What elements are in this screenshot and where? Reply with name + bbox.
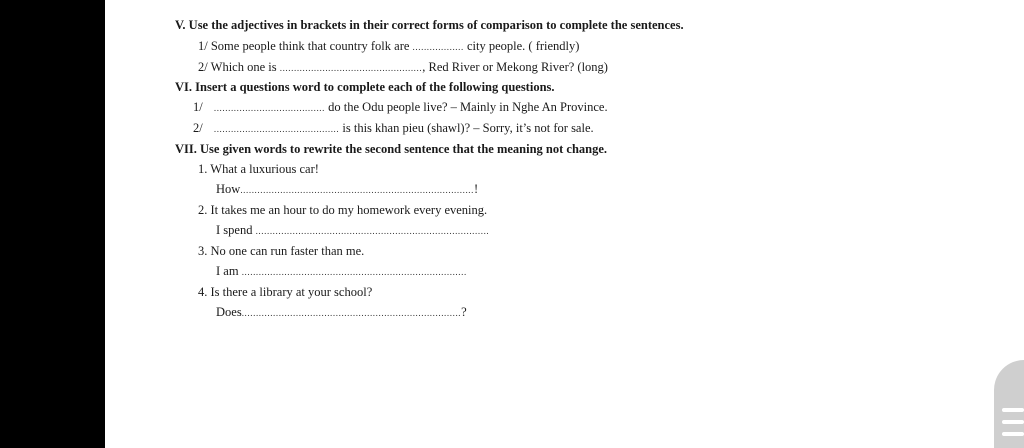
answer-blank[interactable]: .............................................................................: [241, 308, 462, 318]
answer-blank[interactable]: ..................................................: [279, 63, 423, 73]
answer-starter: I spend: [216, 223, 253, 237]
answer-blank[interactable]: ............................................: [213, 124, 340, 134]
item-number: 4.: [198, 285, 208, 299]
menu-bar-icon: [1002, 432, 1024, 436]
answer-blank[interactable]: ..................: [412, 42, 464, 52]
section-6-question-1: [193, 99, 608, 116]
item-sentence: What a luxurious car!: [210, 162, 319, 176]
rewrite-item-4-prompt: [198, 284, 372, 300]
rewrite-item-2-prompt: [198, 202, 487, 218]
section-7-heading: VII. Use given words to rewrite the second sentence that the meaning not change.: [175, 142, 608, 156]
side-panel-tab[interactable]: [994, 360, 1024, 448]
question-text-after: is this khan pieu (shawl)? – Sorry, it’s not for sale.: [342, 121, 594, 135]
section-5-question-2: [198, 59, 608, 76]
question-text-before: Which one is: [210, 60, 277, 74]
document-page: [105, 0, 1024, 448]
answer-starter: I am: [216, 264, 239, 278]
question-text-after: , Red River or Mekong River? (long): [422, 60, 608, 74]
question-number: 2/: [193, 121, 203, 135]
item-sentence: Is there a library at your school?: [210, 285, 373, 299]
answer-end: ?: [461, 305, 467, 319]
rewrite-item-4-answer: [216, 304, 467, 321]
item-number: 1.: [198, 162, 208, 176]
item-sentence: It takes me an hour to do my homework every evening.: [210, 203, 488, 217]
section-6-heading: VI. Insert a questions word to complete each of the following questions.: [175, 80, 555, 94]
menu-bar-icon: [1002, 408, 1024, 412]
section-5-question-1: [198, 38, 579, 55]
section-5-heading: V. Use the adjectives in brackets in their correct forms of comparison to complete the sentences.: [175, 18, 684, 32]
answer-starter: How: [216, 182, 241, 196]
question-number: 1/: [198, 39, 208, 53]
rewrite-item-1-prompt: [198, 161, 319, 177]
section-6-question-2: [193, 120, 594, 137]
item-number: 2.: [198, 203, 208, 217]
answer-starter: Does: [216, 305, 242, 319]
rewrite-item-2-answer: [216, 222, 489, 239]
rewrite-item-3-answer: [216, 263, 467, 280]
menu-bar-icon: [1002, 420, 1024, 424]
item-number: 3.: [198, 244, 208, 258]
question-number: 2/: [198, 60, 208, 74]
question-number: 1/: [193, 100, 203, 114]
rewrite-item-1-answer: [216, 181, 478, 198]
question-text-after: do the Odu people live? – Mainly in Nghe An Province.: [328, 100, 608, 114]
answer-end: !: [474, 182, 479, 196]
answer-blank[interactable]: ...............................................................................: [241, 267, 467, 277]
question-text-before: Some people think that country folk are: [210, 39, 410, 53]
rewrite-item-3-prompt: [198, 243, 364, 259]
answer-blank[interactable]: .......................................: [213, 103, 326, 113]
question-text-after: city people. ( friendly): [466, 39, 580, 53]
answer-blank[interactable]: ..................................................................................: [240, 185, 475, 195]
answer-blank[interactable]: ..................................................................................: [255, 226, 490, 236]
item-sentence: No one can run faster than me.: [210, 244, 365, 258]
